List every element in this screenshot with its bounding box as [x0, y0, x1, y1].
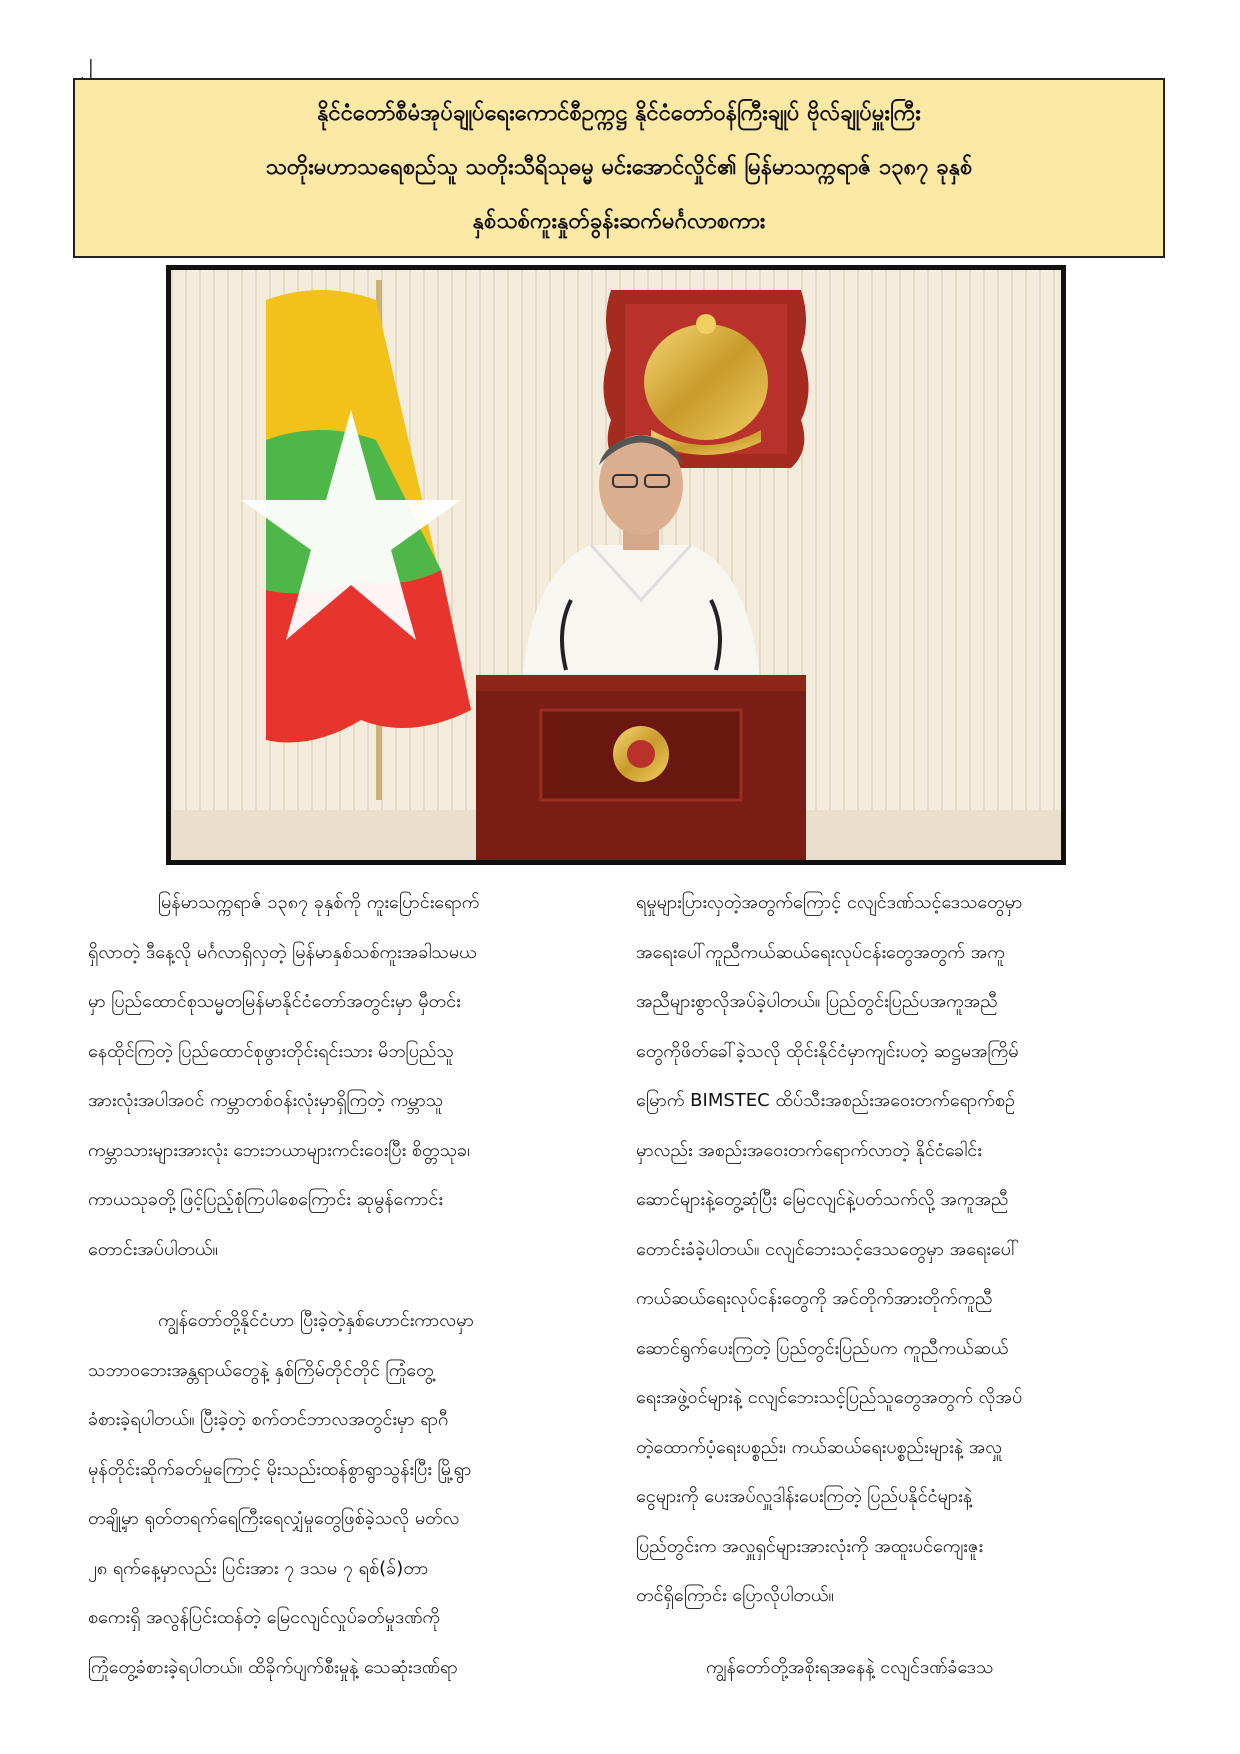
left-column — [88, 878, 602, 1692]
paragraph-line: သဘာဝဘေးအန္တရာယ်တွေနဲ့ နှစ်ကြိမ်တိုင်တိုင် ကြုံတွေ့ — [88, 1359, 434, 1381]
paragraph-line: ရှိလာတဲ့ ဒီနေ့လို မင်္ဂလာရှိလှတဲ့ မြန်မာနှစ်သစ်ကူးအခါသမယ — [88, 941, 477, 963]
paragraph-line: ဆောင်ရွက်ပေးကြတဲ့ ပြည်တွင်းပြည်ပက ကူညီကယ်ဆယ် — [636, 1337, 1009, 1359]
paragraph-line: ၂၈ ရက်နေ့မှာလည်း ပြင်းအား ၇ ဒသမ ၇ ရစ်(ခ်)တာ — [88, 1557, 429, 1579]
page-number: ၂ — [80, 47, 93, 77]
paragraph-line: ကမ္ဘာသားများအားလုံး ဘေးဘယာများကင်းဝေးပြီး စိတ္တသုခ၊ — [88, 1139, 470, 1161]
paragraph-line: ကာယသုခတို့ဖြင့်ပြည့်စုံကြပါစေကြောင်း ဆုမွန်ကောင်း — [88, 1189, 443, 1210]
paragraph-line: တချို့မှာ ရုတ်တရက်ရေကြီးရေလျှံမှုတွေဖြစ်ခဲ့သလို မတ်လ — [88, 1508, 460, 1529]
speaker-photo — [166, 265, 1066, 865]
paragraph-line: ကြုံတွေ့ခံစားခဲ့ရပါတယ်။ ထိခိုက်ပျက်စီးမှုနဲ့ သေဆုံးဒဏ်ရာ — [88, 1656, 458, 1678]
paragraph-line: ခံစားခဲ့ရပါတယ်။ ပြီးခဲ့တဲ့ စက်တင်ဘာလအတွင်းမှာ ရာဂီ — [88, 1409, 449, 1430]
paragraph-line: နေထိုင်ကြတဲ့ ပြည်ထောင်စုဖွားတိုင်းရင်းသား မိဘပြည်သူ — [88, 1040, 454, 1062]
paragraph-line: အရေးပေါ်ကူညီကယ်ဆယ်ရေးလုပ်ငန်းတွေအတွက် အကူ — [636, 941, 1005, 963]
right-column — [636, 878, 1150, 1692]
paragraph-line: အားလုံးအပါအဝင် ကမ္ဘာတစ်ဝန်းလုံးမှာရှိကြတဲ့ ကမ္ဘာသူ — [88, 1090, 444, 1111]
paragraph-line: မုန်တိုင်းဆိုက်ခတ်မှုကြောင့် မိုးသည်းထန်စွာရွာသွန်းပြီး မြို့ရွာ — [88, 1458, 472, 1480]
title-banner — [73, 78, 1165, 258]
paragraph-line: ရမှုများပြားလှတဲ့အတွက်ကြောင့် ငလျင်ဒဏ်သင့်ဒေသတွေမှာ — [636, 892, 1023, 913]
paragraph-line: စကေးရှိ အလွန်ပြင်းထန်တဲ့ မြေငလျင်လှုပ်ခတ်မှုဒဏ်ကို — [88, 1607, 441, 1628]
paragraph-line: မှာလည်း အစည်းအဝေးတက်ရောက်လာတဲ့ နိုင်ငံခေါင်း — [636, 1139, 982, 1161]
paragraph-line: တဲ့ထောက်ပံ့ရေးပစ္စည်း၊ ကယ်ဆယ်ရေးပစ္စည်းများနဲ့ အလှူ — [636, 1436, 1003, 1458]
title-line-3: နှစ်သစ်ကူးနှုတ်ခွန်းဆက်မင်္ဂလာစကား — [472, 209, 766, 234]
paragraph-line: တောင်းခံခဲ့ပါတယ်။ ငလျင်ဘေးသင့်ဒေသတွေမှာ အရေးပေါ် — [636, 1238, 1020, 1260]
paragraph-line: မြန်မာသက္ကရာဇ် ၁၃၈၇ ခုနှစ်ကို ကူးပြောင်းရောက် — [158, 892, 480, 913]
paragraph-line: ကျွန်တော်တို့နိုင်ငံဟာ ပြီးခဲ့တဲ့နှစ်ဟောင်းကာလမှာ — [158, 1310, 474, 1331]
paragraph-line: အညီများစွာလိုအပ်ခဲ့ပါတယ်။ ပြည်တွင်းပြည်ပအကူအညီ — [636, 991, 998, 1012]
paragraph-line: ကယ်ဆယ်ရေးလုပ်ငန်းတွေကို အင်တိုက်အားတိုက်ကူညီ — [636, 1288, 993, 1309]
paragraph-line: တင်ရှိကြောင်း ပြောလိုပါတယ်။ — [636, 1585, 834, 1606]
paragraph-line: ကျွန်တော်တို့အစိုးရအနေနဲ့ ငလျင်ဒဏ်ခံဒေသ — [706, 1656, 994, 1678]
podium — [476, 675, 806, 860]
paragraph-line: ငွေများကို ပေးအပ်လှူဒါန်းပေးကြတဲ့ ပြည်ပနိုင်ငံများနဲ့ — [636, 1486, 972, 1507]
title-line-2: သတိုးမဟာသရေစည်သူ သတိုးသီရိသုဓမ္မ မင်းအောင်လှိုင်၏ မြန်မာသက္ကရာဇ် ၁၃၈၇ ခုနှစ် — [265, 155, 973, 180]
paragraph-line: မြောက် BIMSTEC ထိပ်သီးအစည်းအဝေးတက်ရောက်စဉ် — [636, 1090, 1016, 1111]
paragraph-line: တောင်းအပ်ပါတယ်။ — [88, 1238, 218, 1260]
paragraph-line: ရေးအဖွဲ့ဝင်များနဲ့ ငလျင်ဘေးသင့်ပြည်သူတွေအတွက် လိုအပ် — [636, 1387, 1023, 1408]
paragraph-line: တွေကိုဖိတ်ခေါ်ခဲ့သလို ထိုင်းနိုင်ငံမှာကျင်းပတဲ့ ဆဋ္ဌမအကြိမ် — [636, 1040, 1019, 1062]
paragraph-line: ဆောင်များနဲ့တွေ့ဆုံပြီး မြေငလျင်နဲ့ပတ်သက်လို့ အကူအညီ — [636, 1189, 1009, 1210]
paragraph-line: ပြည်တွင်းက အလှူရှင်များအားလုံးကို အထူးပင်ကျေးဇူး — [636, 1535, 984, 1557]
paragraph-line: မှာ ပြည်ထောင်စုသမ္မတမြန်မာနိုင်ငံတော်အတွင်းမှာ မှီတင်း — [88, 991, 461, 1012]
title-line-1: နိုင်ငံတော်စီမံအုပ်ချုပ်ရေးကောင်စီဥက္ကဋ္ဌ နိုင်ငံတော်ဝန်ကြီးချုပ် ဗိုလ်ချုပ်မှူးကြီး — [317, 101, 921, 126]
